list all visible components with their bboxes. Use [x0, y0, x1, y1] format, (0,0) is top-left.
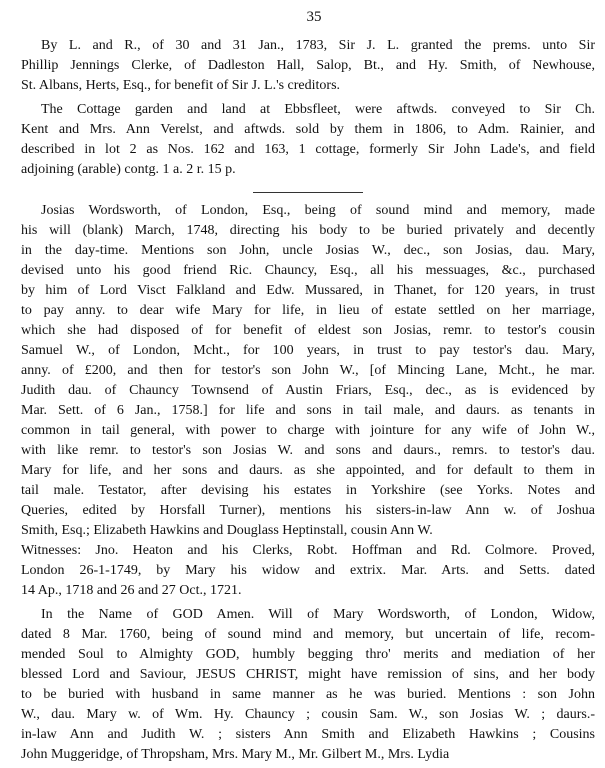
section-divider: [253, 192, 363, 193]
text-line: In the Name of GOD Amen. Will of Mary Wordsworth, of London, Widow,: [41, 607, 595, 622]
text-line: 14 Ap., 1718 and 26 and 27 Oct., 1721.: [21, 583, 242, 598]
text-line: The Cottage garden and land at Ebbsfleet, were aftwds. conveyed to Sir Ch.: [41, 102, 595, 117]
page-number: 35: [306, 9, 322, 25]
text-line: anny. of £200, and then for testor's son John W., [of Mincing Lane, Mcht., he mar.: [21, 363, 595, 378]
text-line: in the day-time. Mentions son John, uncle Josias W., dec., son Josias, dau. Mary,: [21, 243, 595, 258]
text-line: blessed Lord and Saviour, JESUS CHRIST, might have remission of sins, and her body: [21, 667, 595, 682]
text-line: Josias Wordsworth, of London, Esq., being of sound mind and memory, made: [41, 203, 595, 218]
text-line: which she had disposed of for benefit of eldest son Josias, remr. to testor's cousin: [21, 323, 595, 338]
paragraph-cottage-ebbsfleet: [21, 100, 595, 180]
text-line: Kent and Mrs. Ann Verelst, and aftwds. sold by them in 1806, to Adm. Rainier, and: [21, 122, 595, 137]
text-line: adjoining (arable) contg. 1 a. 2 r. 15 p.: [21, 162, 236, 177]
text-line: Mary for life, and her sons and daurs. as she appointed, and for default to them in: [21, 463, 595, 478]
paragraph-mary-will: [21, 605, 595, 765]
text-line: John Muggeridge, of Thropsham, Mrs. Mary M., Mr. Gilbert M., Mrs. Lydia: [21, 747, 450, 762]
text-line: W., dau. Mary w. of Wm. Hy. Chauncy ; cousin Sam. W., son Josias W. ; daurs.-: [21, 707, 595, 722]
text-line: Witnesses: Jno. Heaton and his Clerks, Robt. Hoffman and Rd. Colmore. Proved,: [21, 543, 595, 558]
paragraph-josias-will: [21, 201, 595, 601]
text-line: to pay anny. to dear wife Mary for life, in lieu of estate settled on her marriage,: [21, 303, 595, 318]
text-line: tail male. Testator, after devising his estates in Yorkshire (see Yorks. Notes and: [21, 483, 595, 498]
text-line: common in tail general, with power to charge with jointure for any wife of John W.,: [21, 423, 595, 438]
text-line: Judith dau. of Chauncy Townsend of Austin Friars, Esq., dec., as is evidenced by: [21, 383, 595, 398]
text-line: By L. and R., of 30 and 31 Jan., 1783, Sir J. L. granted the prems. unto Sir: [41, 38, 595, 53]
text-line: London 26-1-1749, by Mary his widow and extrix. Mar. Arts. and Setts. dated: [21, 563, 595, 578]
text-line: mended Soul to Almighty GOD, humbly begging thro' merits and mediation of her: [21, 647, 595, 662]
text-line: Mar. Sett. of 6 Jan., 1758.] for life and sons in tail male, and daurs. as tenants in: [21, 403, 595, 418]
text-line: Queries, edited by Horsfall Turner), mentions his sisters-in-law Ann w. of Joshua: [21, 503, 595, 518]
text-line: St. Albans, Herts, Esq., for benefit of Sir J. L.'s creditors.: [21, 78, 341, 93]
text-line: described in lot 2 as Nos. 162 and 163, 1 cottage, formerly Sir John Lade's, and field: [21, 142, 595, 157]
text-line: in-law Ann and Judith W. ; sisters Ann Smith and Elizabeth Hawkins ; Cousins: [21, 727, 595, 742]
text-line: to be buried with husband in same manner as he was buried. Mentions : son John: [21, 687, 595, 702]
text-line: by him of Lord Visct Falkland and Edw. Mussared, in Thanet, for 120 years, in trust: [21, 283, 595, 298]
paragraph-deed-1783: [21, 36, 595, 96]
text-line: his will (blank) March, 1748, directing his body to be buried privately and decently: [21, 223, 595, 238]
text-line: devised unto his good friend Ric. Chauncy, Esq., all his messuages, &c., purchased: [21, 263, 595, 278]
text-line: Samuel W., of London, Mcht., for 100 years, in trust to pay testor's dau. Mary,: [21, 343, 595, 358]
text-line: Smith, Esq.; Elizabeth Hawkins and Douglass Heptinstall, cousin Ann W.: [21, 523, 433, 538]
text-line: with like remr. to testor's son Josias W. and sons and daurs., remrs. to testor's dau.: [21, 443, 595, 458]
text-line: Phillip Jennings Clerke, of Dadleston Hall, Salop, Bt., and Hy. Smith, of Newhouse,: [21, 58, 595, 73]
text-line: dated 8 Mar. 1760, being of sound mind and memory, but uncertain of life, recom-: [21, 627, 595, 642]
